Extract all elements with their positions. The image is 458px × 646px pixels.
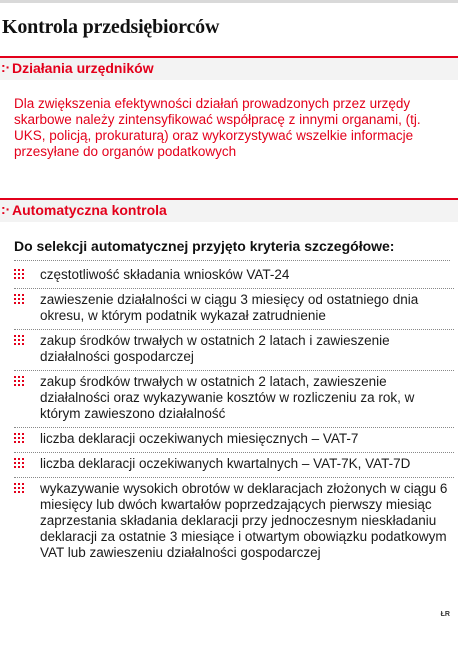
section-heading: Automatyczna kontrola [12,202,167,218]
criteria-subheading: Do selekcji automatycznej przyjęto kryteria szczegółowe: [14,238,450,261]
grid-bullet-icon [14,483,26,495]
grid-bullet-icon [14,433,26,445]
criteria-item [14,289,454,330]
criteria-item [14,453,454,478]
criteria-item [14,264,454,289]
criteria-item [14,330,454,371]
section-marker-icon: :· [1,201,11,217]
author-credit: ŁR [440,611,450,618]
criteria-text: liczba deklaracji oczekiwanych kwartalnych – VAT-7K, VAT-7D [40,456,411,471]
page-title: Kontrola przedsiębiorców [2,16,220,38]
criteria-text: zakup środków trwałych w ostatnich 2 latach i zawieszenie działalności gospodarczej [40,333,390,364]
criteria-text: wykazywanie wysokich obrotów w deklaracjach złożonych w ciągu 6 miesięcy lub dwóch kwartałów poprzedzających pierwszy miesiąc zaprzestania składania deklaracji przy jednoczesnym nieskładaniu deklaracji za ostatnie 3 miesiące i otwartym obowiązku podatkowym VAT lub zawieszeniu działalności gospodarczej [40,481,448,560]
grid-bullet-icon [14,458,26,470]
grid-bullet-icon [14,376,26,388]
criteria-text: zakup środków trwałych w ostatnich 2 latach, zawieszenie działalności oraz wykazywanie kosztów w rozliczeniu za rok, w którym zawieszono działalność [40,374,415,421]
criteria-text: liczba deklaracji oczekiwanych miesięcznych – VAT-7 [40,431,359,446]
criteria-item [14,478,454,566]
criteria-text: zawieszenie działalności w ciągu 3 miesięcy od ostatniego dnia okresu, w którym podatnik wykazał zatrudnienie [40,292,419,323]
grid-bullet-icon [14,335,26,347]
grid-bullet-icon [14,269,26,281]
section-header-automatyczna [0,198,458,222]
criteria-item [14,428,454,453]
criteria-item [14,371,454,428]
intro-paragraph: Dla zwiększenia efektywności działań prowadzonych przez urzędy skarbowe należy zintensyfikować współpracę z innymi organami, (tj. UKS, policją, prokuraturą) oraz wykorzystywać wszelkie informacje przesyłane do organów podatkowych [14,96,421,159]
section-header-dzialania [0,56,458,80]
top-rule [0,0,458,3]
grid-bullet-icon [14,294,26,306]
criteria-list [14,264,454,566]
section-marker-icon: :· [1,59,11,75]
section-heading: Działania urzędników [12,60,154,76]
criteria-text: częstotliwość składania wniosków VAT-24 [40,267,290,282]
